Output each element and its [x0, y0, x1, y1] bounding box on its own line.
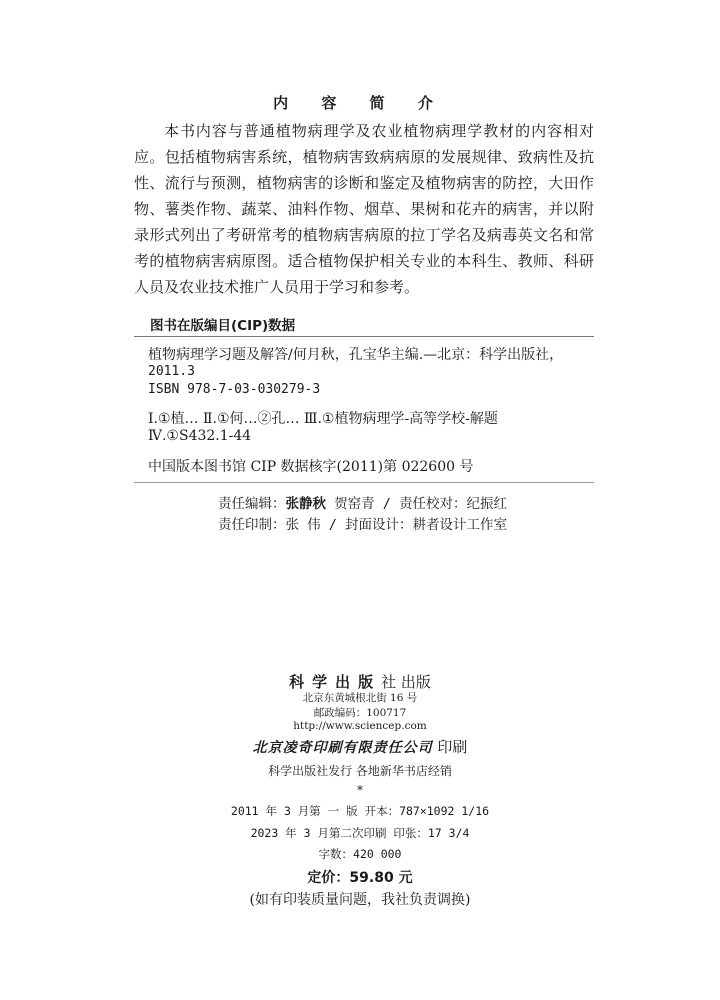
printer-line — [0, 736, 720, 757]
summary-paragraph: 本书内容与普通植物病理学及农业植物病理学教材的内容相对应。包括植物病害系统，植物病害致病病原的发展规律、致病性及抗性、流行与预测，植物病害的诊断和鉴定及植物病害的防控，大田作物、薯类作物、蔬菜、油料作物、烟草、果树和花卉的病害，并以附录形式列出了考研常考的植物病害病原的拉丁学名及病毒英文名和常考的植物病害病原图。适合植物保护相关专业的本科生、教师、科研人员及农业技术推广人员用于学习和参考。 — [134, 122, 594, 296]
cip-classification-1: Ⅰ.①植… Ⅱ.①何…②孔… Ⅲ.①植物病理学-高等学校-解题 — [148, 411, 498, 427]
publisher-address: 北京东黄城根北街 16 号 — [302, 692, 418, 704]
publisher-postcode: 邮政编码：100717 — [313, 707, 407, 719]
publisher-name: 科学出版 — [289, 673, 382, 691]
printing-line: 2023 年 3 月第二次印刷 印张：17 3/4 — [250, 826, 470, 840]
cip-classification-2: Ⅳ.①S432.1-44 — [148, 428, 252, 444]
cip-top-rule — [134, 336, 594, 337]
cip-bottom-rule — [134, 482, 594, 483]
credit-editor-line — [218, 492, 507, 512]
summary-body — [134, 118, 594, 300]
word-count: 字数：420 000 — [318, 847, 402, 861]
publisher-name-suffix: 社 出版 — [381, 673, 431, 691]
quality-notice: (如有印装质量问题，我社负责调换) — [249, 892, 471, 908]
cip-citation-line1: 植物病理学习题及解答/何月秋，孔宝华主编.—北京：科学出版社， — [148, 347, 564, 363]
distribution-line: 科学出版社发行 各地新华书店经销 — [268, 764, 452, 778]
printer-name: 北京凌奇印刷有限责任公司 — [252, 740, 433, 756]
editor-name: 张静秋 — [285, 496, 326, 512]
credit-print-line: 责任印制：张 伟 / 封面设计：耕者设计工作室 — [218, 517, 508, 533]
publisher-url: http://www.sciencep.com — [293, 720, 427, 732]
separator-star: * — [357, 783, 363, 797]
editor-label: 责任编辑： — [218, 496, 286, 512]
cip-isbn: ISBN 978-7-03-030279-3 — [148, 382, 321, 397]
publisher-line — [0, 671, 720, 692]
cip-heading: 图书在版编目(CIP)数据 — [150, 318, 296, 334]
summary-title: 内 容 简 介 — [273, 94, 447, 112]
price: 定价：59.80 元 — [307, 870, 413, 886]
cip-citation-line2: 2011.3 — [148, 364, 195, 379]
cip-record-number: 中国版本图书馆 CIP 数据核字(2011)第 022600 号 — [148, 459, 474, 475]
printer-suffix: 印刷 — [432, 738, 468, 756]
edition-line: 2011 年 3 月第 一 版 开本：787×1092 1/16 — [230, 804, 490, 818]
editor-rest: 贺窑青 / 责任校对：纪振红 — [326, 496, 508, 512]
